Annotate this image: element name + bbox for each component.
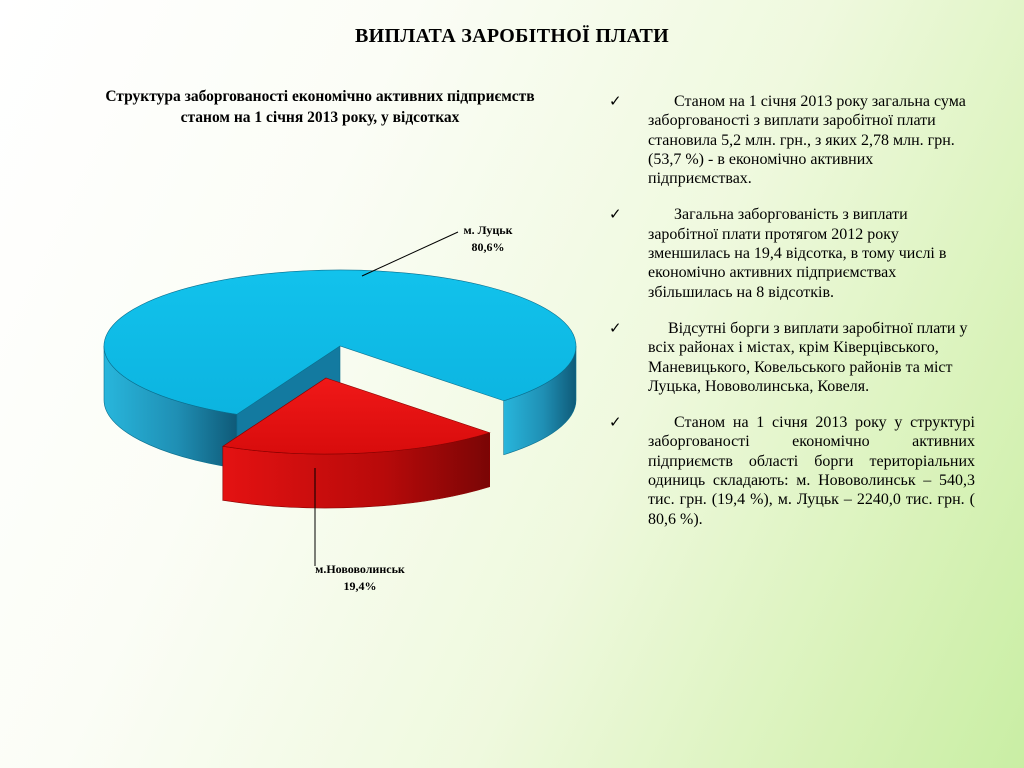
chart-title-line-1: Структура заборгованості економічно активних підприємств xyxy=(105,88,535,105)
bullet-text: Станом на 1 січня 2013 року загальна сума заборгованості з виплати заробітної плати становила 5,2 млн. грн., з яких 2,78 млн. грн. (53,7 %) - в економічно активних підприємствах. xyxy=(648,93,966,188)
chart-title-line-2: станом на 1 січня 2013 року, у відсотках xyxy=(180,109,460,126)
checkmark-icon: ✓ xyxy=(609,318,622,337)
checkmark-icon: ✓ xyxy=(609,205,622,224)
bullet-item xyxy=(608,413,975,529)
checkmark-icon: ✓ xyxy=(609,413,622,432)
bullet-list xyxy=(608,92,975,546)
bullet-text: Станом на 1 січня 2013 року у структурі заборгованості економічно активних підприємств області борги територіальних одиниць складають: м. Нововолинськ – 540,3 тис. грн. (19,4 %), м. Луцьк – 2240,0 тис. грн. ( 80,6 %). xyxy=(648,414,975,528)
checkmark-icon: ✓ xyxy=(609,92,622,110)
bullet-item xyxy=(608,205,975,301)
bullet-text: Загальна заборгованість з виплати заробітної плати протягом 2012 року зменшилась на 19,4 відсотка, в тому числі в економічно активних підприємствах збільшилась на 8 відсотків. xyxy=(648,206,947,301)
slice-category-label: м.Нововолинськ xyxy=(315,562,405,576)
bullet-item xyxy=(608,92,975,188)
leader-line xyxy=(362,232,458,276)
slice-category-label: м. Луцьк xyxy=(463,223,513,237)
slice-value-label: 19,4% xyxy=(343,579,377,593)
slide-title: ВИПЛАТА ЗАРОБІТНОЇ ПЛАТИ xyxy=(355,25,669,47)
bullet-text: Відсутні борги з виплати заробітної плати у всіх районах і містах, крім Ківерцівського, Маневицького, Ковельського районів та міст Луцька, Нововолинська, Ковеля. xyxy=(648,319,968,395)
data-label-lutsk xyxy=(362,223,513,276)
slice-value-label: 80,6% xyxy=(471,240,505,254)
bullet-item xyxy=(608,319,975,396)
